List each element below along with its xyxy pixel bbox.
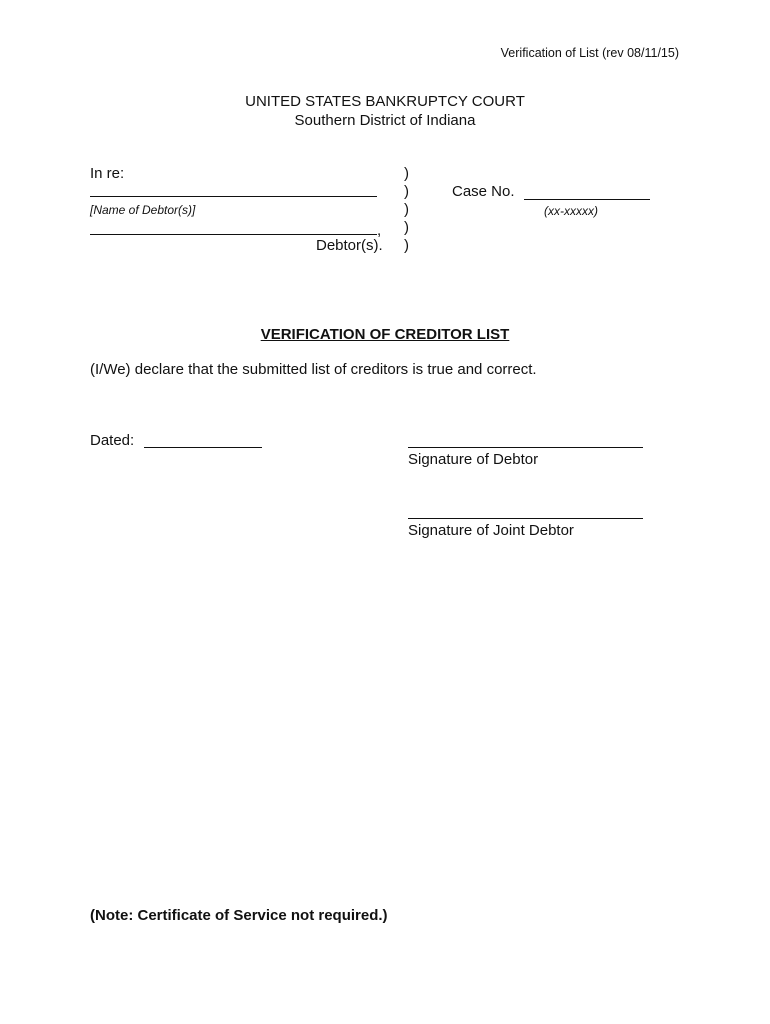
signature-debtor-line[interactable]	[408, 447, 643, 448]
debtor-name-line-2[interactable]	[90, 234, 377, 235]
dated-line[interactable]	[144, 447, 262, 448]
revision-label: Verification of List (rev 08/11/15)	[500, 46, 679, 60]
dated-label: Dated:	[90, 432, 135, 449]
debtors-label: Debtor(s).	[316, 237, 383, 254]
caption-paren-2: )	[404, 183, 409, 200]
court-district: Southern District of Indiana	[294, 112, 476, 129]
debtor-name-line[interactable]	[90, 196, 377, 197]
court-name: UNITED STATES BANKRUPTCY COURT	[245, 93, 525, 110]
declaration-text: (I/We) declare that the submitted list of creditors is true and correct.	[90, 361, 537, 378]
caption-paren-1: )	[404, 165, 409, 182]
caption-paren-4: )	[404, 219, 409, 236]
case-no-hint: (xx-xxxxx)	[544, 204, 598, 218]
case-no-line[interactable]	[524, 199, 650, 200]
form-title: VERIFICATION OF CREDITOR LIST	[260, 326, 510, 343]
caption-paren-5: )	[404, 237, 409, 254]
signature-debtor-label: Signature of Debtor	[408, 451, 539, 468]
comma: ,	[377, 222, 382, 239]
in-re-label: In re:	[90, 165, 125, 182]
caption-paren-3: )	[404, 201, 409, 218]
signature-joint-line[interactable]	[408, 518, 643, 519]
case-no-label: Case No.	[452, 183, 515, 200]
signature-joint-label: Signature of Joint Debtor	[408, 522, 574, 539]
debtor-name-hint: [Name of Debtor(s)]	[90, 203, 196, 217]
footer-note: (Note: Certificate of Service not required.)	[90, 907, 388, 924]
